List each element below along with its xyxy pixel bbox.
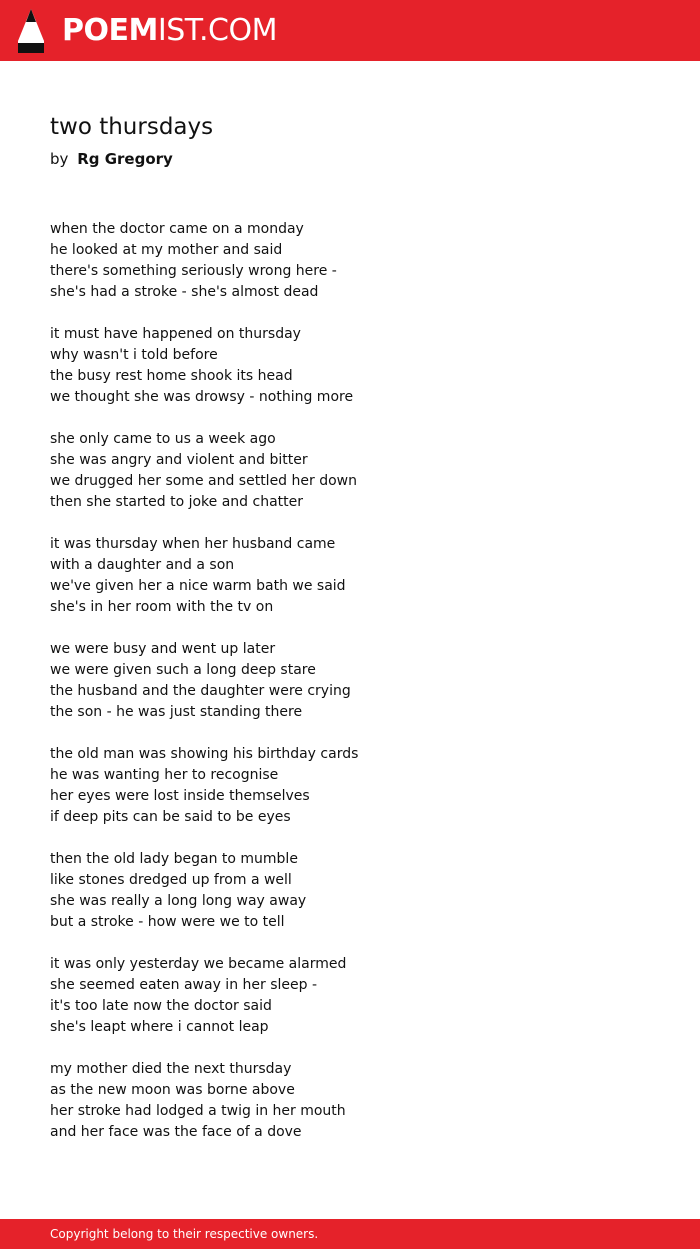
site-header: [0, 0, 700, 61]
poem-stanza: [50, 849, 650, 933]
site-logo[interactable]: [62, 13, 277, 48]
poem-line: it was only yesterday we became alarmed: [50, 956, 347, 972]
poem-line: she only came to us a week ago: [50, 431, 276, 447]
poem-title: two thursdays: [50, 114, 214, 140]
poem-line: it's too late now the doctor said: [50, 998, 272, 1014]
poem-line: her eyes were lost inside themselves: [50, 788, 310, 804]
poem-line: my mother died the next thursday: [50, 1061, 292, 1077]
copyright-text: Copyright belong to their respective owners.: [50, 1227, 319, 1241]
pencil-logo-icon[interactable]: [17, 9, 45, 53]
poem-line: as the new moon was borne above: [50, 1082, 295, 1098]
poem-line: the son - he was just standing there: [50, 704, 303, 720]
poem-line: and her face was the face of a dove: [50, 1124, 302, 1140]
poem-line: when the doctor came on a monday: [50, 221, 304, 237]
by-label: by: [50, 150, 69, 168]
poem-line: then she started to joke and chatter: [50, 494, 304, 510]
poem-line: she's in her room with the tv on: [50, 599, 274, 615]
poem-line: like stones dredged up from a well: [50, 872, 292, 888]
poem-line: she was really a long long way away: [50, 893, 307, 909]
poem-line: the old man was showing his birthday cards: [50, 746, 359, 762]
poem-line: we were busy and went up later: [50, 641, 276, 657]
poem-line: the husband and the daughter were crying: [50, 683, 351, 699]
poem-line: there's something seriously wrong here -: [50, 263, 337, 279]
logo-bold-text: POEM: [62, 13, 158, 48]
author-name[interactable]: Rg Gregory: [77, 150, 173, 168]
poem-line: she's leapt where i cannot leap: [50, 1019, 269, 1035]
poem-line: she was angry and violent and bitter: [50, 452, 308, 468]
poem-line: we've given her a nice warm bath we said: [50, 578, 346, 594]
poem-stanza: [50, 744, 650, 828]
poem-stanza: [50, 954, 650, 1038]
poem-line: she's had a stroke - she's almost dead: [50, 284, 319, 300]
poem-line: if deep pits can be said to be eyes: [50, 809, 291, 825]
poem-line: it was thursday when her husband came: [50, 536, 336, 552]
poem-line: then the old lady began to mumble: [50, 851, 298, 867]
poem-line: it must have happened on thursday: [50, 326, 301, 342]
poem-line: why wasn't i told before: [50, 347, 218, 363]
poem-line: with a daughter and a son: [50, 557, 235, 573]
poem-line: he was wanting her to recognise: [50, 767, 279, 783]
poem-stanza: [50, 324, 650, 408]
poem-stanza: [50, 1059, 650, 1143]
poem-stanza: [50, 534, 650, 618]
poem-line: we drugged her some and settled her down: [50, 473, 357, 489]
poem-line: we thought she was drowsy - nothing more: [50, 389, 354, 405]
poem-line: but a stroke - how were we to tell: [50, 914, 285, 930]
poem-stanza: [50, 429, 650, 513]
poem-line: the busy rest home shook its head: [50, 368, 293, 384]
site-footer: [0, 1219, 700, 1249]
poem-stanza: [50, 219, 650, 303]
poem-line: we were given such a long deep stare: [50, 662, 316, 678]
poem-line: he looked at my mother and said: [50, 242, 283, 258]
poem-body: [50, 219, 650, 1164]
poem-line: her stroke had lodged a twig in her mouth: [50, 1103, 346, 1119]
poem-stanza: [50, 639, 650, 723]
byline: [50, 150, 173, 168]
poem-line: she seemed eaten away in her sleep -: [50, 977, 318, 993]
logo-light-text: IST.COM: [157, 13, 277, 48]
